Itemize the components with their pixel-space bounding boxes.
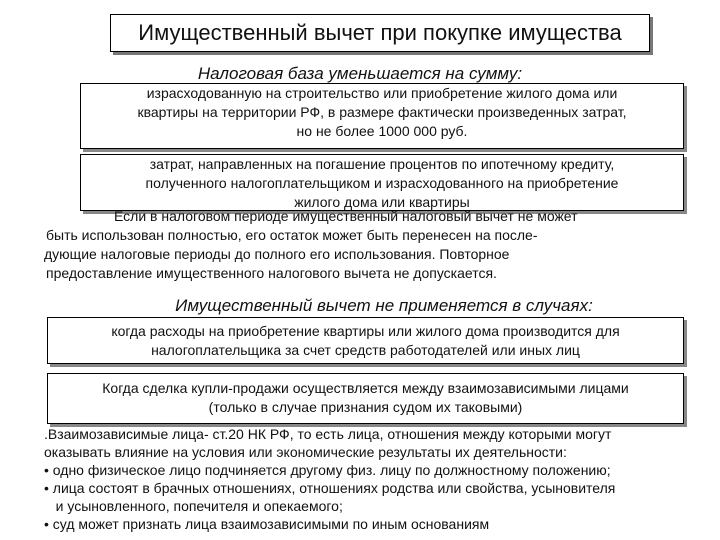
box-line: израсходованную на строительство или приобретение жилого дома или xyxy=(146,85,618,101)
box-line: полученного налогоплательщиком и израсходованного на приобретение xyxy=(145,175,619,191)
exclusion-box-related-parties xyxy=(47,373,684,424)
box-line: когда расходы на приобретение квартиры или жилого дома производится для xyxy=(111,323,620,339)
box-line: (только в случае признания судом их таковыми) xyxy=(208,399,523,415)
box-line: Когда сделка купли-продажи осуществляется между взаимозависимыми лицами xyxy=(102,380,629,396)
exclusions-heading: Имущественный вычет не применяется в случаях: xyxy=(175,296,593,315)
exclusion-box-employer xyxy=(47,317,684,364)
paragraph-line: предоставление имущественного налогового вычета не допускается. xyxy=(46,265,497,281)
paragraph-line: Если в налоговом периоде имущественный налоговый вычет не может xyxy=(114,208,578,224)
slide-title: Имущественный вычет при покупке имущества xyxy=(138,20,622,45)
box-line: жилого дома или квартиры xyxy=(294,194,470,210)
definition-line: оказывать влияние на условия или экономические результаты их деятельности: xyxy=(44,444,567,460)
paragraph-line: дующие налоговые периоды до полного его использования. Повторное xyxy=(44,246,510,262)
definition-line: • одно физическое лицо подчиняется другому физ. лицу по должностному положению; xyxy=(44,462,611,478)
definition-line: .Взаимозависимые лица- ст.20 НК РФ, то есть лица, отношения между которыми могут xyxy=(44,426,612,442)
box-line: затрат, направленных на погашение процентов по ипотечному кредиту, xyxy=(149,156,615,172)
deduction-box-construction xyxy=(80,83,684,149)
definition-line: • суд может признать лица взаимозависимыми по иным основаниям xyxy=(44,516,490,532)
definition-line: и усыновленного, попечителя и опекаемого; xyxy=(44,498,343,514)
slide-title-box xyxy=(110,14,650,52)
paragraph-line: быть использован полностью, его остаток может быть перенесен на после- xyxy=(46,227,538,243)
carryover-paragraph xyxy=(46,207,578,283)
box-line: налогоплательщика за счет средств работодателей или иных лиц xyxy=(151,342,580,358)
definition-line: • лица состоят в брачных отношениях, отношениях родства или свойства, усыновителя xyxy=(44,480,616,496)
deduction-box-mortgage xyxy=(80,154,684,211)
related-parties-definition xyxy=(44,425,615,533)
box-line: но не более 1000 000 руб. xyxy=(296,123,468,139)
subtitle-heading: Налоговая база уменьшается на сумму: xyxy=(197,64,523,83)
box-line: квартиры на территории РФ, в размере фактически произведенных затрат, xyxy=(137,104,627,120)
